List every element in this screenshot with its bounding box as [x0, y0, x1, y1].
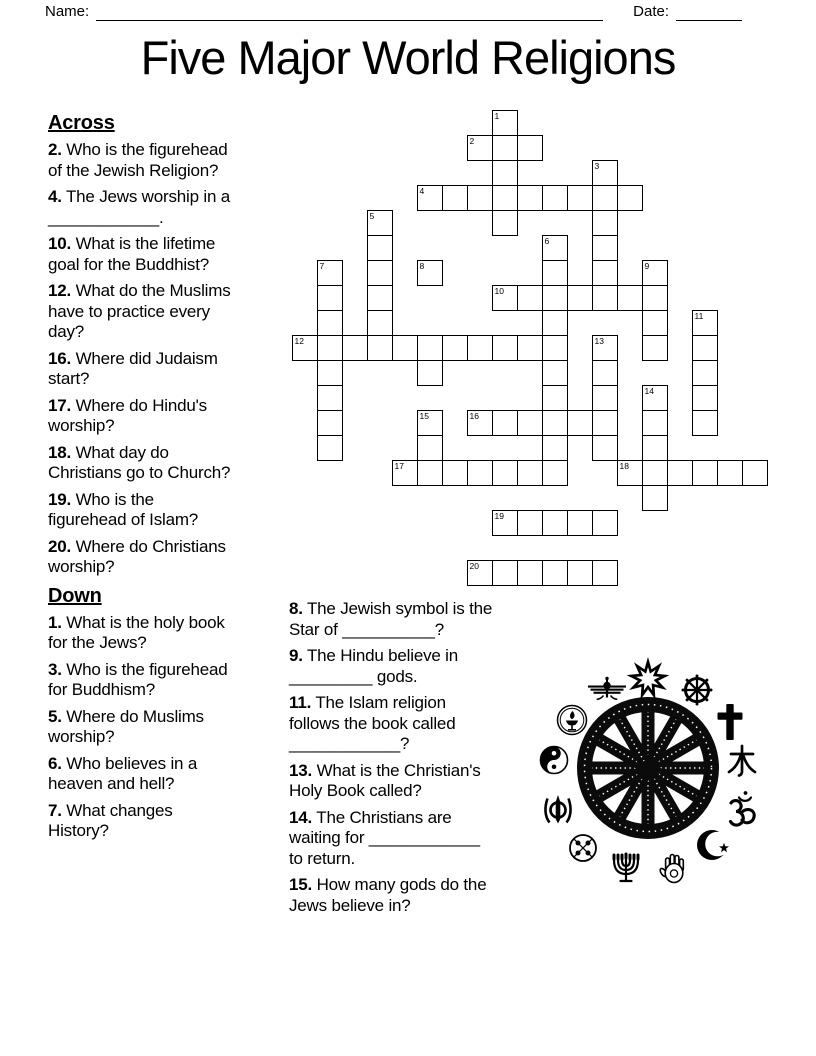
grid-cell[interactable] [367, 260, 393, 286]
grid-cell-number: 19 [494, 511, 504, 521]
grid-cell[interactable] [542, 185, 568, 211]
name-date-row [45, 3, 742, 21]
clue [48, 140, 234, 181]
clue-text: How many gods do the Jews believe in? [289, 875, 487, 915]
grid-cell[interactable] [417, 335, 443, 361]
grid-cell-number: 5 [369, 211, 375, 221]
page-title: Five Major World Religions [140, 31, 676, 84]
grid-cell-number: 11 [694, 311, 704, 321]
grid-cell[interactable] [367, 335, 393, 361]
clue-number: 16. [48, 348, 72, 368]
grid-cell[interactable] [542, 310, 568, 336]
grid-cell[interactable] [367, 285, 393, 311]
grid-cell[interactable] [342, 335, 368, 361]
grid-cell[interactable] [592, 410, 618, 436]
grid-cell[interactable] [542, 360, 568, 386]
clue-number: 2. [48, 140, 62, 159]
grid-cell[interactable] [492, 210, 518, 236]
across-clue-list [48, 140, 234, 578]
clue [48, 754, 234, 795]
grid-cell[interactable] [567, 185, 593, 211]
clue-text: The Jewish symbol is the Star of __________? [289, 599, 493, 639]
clue [289, 808, 494, 870]
grid-cell[interactable] [592, 510, 618, 536]
grid-cell[interactable] [517, 285, 543, 311]
grid-cell[interactable] [442, 185, 468, 211]
date-label: Date: [633, 3, 669, 20]
grid-cell[interactable] [542, 385, 568, 411]
christian-cross-icon [718, 704, 743, 740]
grid-cell[interactable] [492, 135, 518, 161]
grid-cell[interactable] [617, 185, 643, 211]
clue-text: The Jews worship in a ____________. [48, 187, 230, 227]
clue-number: 17. [48, 395, 72, 415]
grid-cell[interactable] [692, 460, 718, 486]
grid-cell[interactable] [517, 185, 543, 211]
grid-cell[interactable] [542, 560, 568, 586]
grid-cell[interactable] [692, 335, 718, 361]
grid-cell[interactable] [592, 185, 618, 211]
grid-cell[interactable] [642, 410, 668, 436]
grid-cell[interactable] [317, 360, 343, 386]
grid-cell[interactable] [417, 435, 443, 461]
om-icon [731, 791, 755, 825]
grid-cell[interactable] [392, 460, 418, 486]
clue [289, 599, 494, 640]
grid-cell[interactable] [317, 260, 343, 286]
grid-cell-number: 17 [394, 461, 404, 471]
name-label: Name: [45, 3, 90, 20]
grid-cell[interactable] [667, 460, 693, 486]
grid-cell[interactable] [567, 510, 593, 536]
clue [289, 693, 494, 755]
grid-cell[interactable] [517, 460, 543, 486]
clue [48, 281, 234, 343]
grid-cell[interactable] [467, 335, 493, 361]
grid-cell[interactable] [617, 285, 643, 311]
clue-text: What is the Christian's Holy Book called? [289, 760, 481, 800]
clue-number: 13. [289, 760, 313, 780]
yin-yang-icon [541, 747, 568, 774]
clue-text: Where do Muslims worship? [48, 706, 204, 746]
grid-cell[interactable] [517, 335, 543, 361]
grid-cell[interactable] [642, 485, 668, 511]
grid-cell[interactable] [492, 335, 518, 361]
grid-cell-number: 14 [644, 386, 654, 396]
grid-cell[interactable] [542, 285, 568, 311]
clue-number: 14. [289, 807, 313, 827]
grid-cell-number: 2 [469, 136, 475, 146]
grid-cell[interactable] [567, 285, 593, 311]
grid-cell[interactable] [717, 460, 743, 486]
grid-cell[interactable] [467, 560, 493, 586]
grid-cell[interactable] [367, 310, 393, 336]
grid-cell[interactable] [592, 335, 618, 361]
grid-cell-number: 12 [294, 336, 304, 346]
jain-hand-icon [659, 855, 683, 883]
grid-cell[interactable] [417, 360, 443, 386]
clue-text: Who believes in a heaven and hell? [48, 753, 198, 793]
grid-cell[interactable] [617, 460, 643, 486]
confucian-character-icon [729, 746, 755, 776]
clue-number: 20. [48, 536, 72, 556]
grid-cell[interactable] [542, 410, 568, 436]
grid-cell-number: 10 [494, 286, 504, 296]
grid-cell[interactable] [567, 560, 593, 586]
clue-text: Where do Christians worship? [48, 536, 226, 576]
grid-cell[interactable] [567, 410, 593, 436]
grid-cell[interactable] [492, 460, 518, 486]
grid-cell[interactable] [442, 460, 468, 486]
grid-cell-number: 18 [619, 461, 629, 471]
clue-text: Where did Judaism start? [48, 348, 218, 388]
grid-cell[interactable] [492, 185, 518, 211]
grid-cell-number: 13 [594, 336, 604, 346]
grid-cell[interactable] [517, 510, 543, 536]
down-clue-list-col2 [289, 599, 494, 916]
clue [48, 707, 234, 748]
clue-text: Who is the figurehead of the Jewish Religion? [48, 140, 228, 180]
grid-cell[interactable] [367, 210, 393, 236]
clue [48, 234, 234, 275]
grid-cell-number: 1 [494, 111, 500, 121]
clue-text: What is the lifetime goal for the Buddhist? [48, 234, 216, 274]
grid-cell-number: 6 [544, 236, 550, 246]
clue [48, 613, 234, 654]
grid-cell[interactable] [592, 210, 618, 236]
grid-cell[interactable] [417, 410, 443, 436]
grid-cell[interactable] [392, 335, 418, 361]
grid-cell[interactable] [517, 560, 543, 586]
clue-number: 8. [289, 599, 303, 618]
star-and-crescent-icon [697, 830, 730, 860]
grid-cell[interactable] [742, 460, 768, 486]
clue-text: Who is the figurehead for Buddhism? [48, 659, 228, 699]
grid-cell[interactable] [642, 310, 668, 336]
clues-left-column [48, 111, 234, 848]
grid-cell[interactable] [467, 410, 493, 436]
grid-cell[interactable] [442, 335, 468, 361]
clue-number: 18. [48, 442, 72, 462]
clue-number: 4. [48, 187, 62, 206]
clue-text: The Islam religion follows the book called ____________? [289, 693, 456, 753]
grid-cell[interactable] [417, 460, 443, 486]
menorah-icon [614, 854, 638, 881]
grid-cell-number: 7 [319, 261, 325, 271]
clue-number: 7. [48, 800, 62, 820]
clues-middle-column [289, 599, 494, 922]
clue-text: The Hindu believe in _________ gods. [289, 646, 458, 686]
clue-text: What changes History? [48, 800, 173, 840]
clue-text: Where do Hindu's worship? [48, 395, 207, 435]
clue [48, 537, 234, 578]
clue [48, 349, 234, 390]
clue-number: 11. [289, 693, 312, 712]
grid-cell-number: 8 [419, 261, 425, 271]
clue [289, 646, 494, 687]
grid-cell-number: 9 [644, 261, 650, 271]
grid-cell-number: 16 [469, 411, 479, 421]
clue-number: 12. [48, 281, 72, 300]
grid-cell[interactable] [692, 310, 718, 336]
clue [48, 660, 234, 701]
grid-cell[interactable] [592, 235, 618, 261]
grid-cell[interactable] [692, 385, 718, 411]
clue [289, 761, 494, 802]
clue-text: What is the holy book for the Jews? [48, 612, 225, 652]
grid-cell[interactable] [642, 460, 668, 486]
medicine-wheel-icon [570, 835, 596, 861]
grid-cell[interactable] [492, 160, 518, 186]
grid-cell-number: 4 [419, 186, 425, 196]
grid-cell[interactable] [542, 510, 568, 536]
clue-text: The Christians are waiting for ____________ to return. [289, 807, 480, 868]
clue-number: 6. [48, 753, 62, 773]
clue [48, 187, 234, 228]
grid-cell[interactable] [642, 385, 668, 411]
khanda-icon [545, 795, 570, 824]
grid-cell[interactable] [592, 160, 618, 186]
grid-cell[interactable] [542, 235, 568, 261]
grid-cell[interactable] [642, 260, 668, 286]
grid-cell[interactable] [317, 310, 343, 336]
date-input-line[interactable] [676, 4, 742, 21]
dharma-wheel-icon [682, 675, 713, 706]
grid-cell[interactable] [542, 260, 568, 286]
clue-text: What do the Muslims have to practice every day? [48, 281, 231, 341]
grid-cell[interactable] [492, 410, 518, 436]
grid-cell[interactable] [367, 235, 393, 261]
grid-cell[interactable] [317, 385, 343, 411]
bahai-star-icon [631, 662, 664, 695]
grid-cell[interactable] [417, 185, 443, 211]
clue [289, 875, 494, 916]
grid-cell[interactable] [517, 410, 543, 436]
grid-cell[interactable] [417, 260, 443, 286]
grid-cell[interactable] [492, 560, 518, 586]
flaming-chalice-icon [558, 706, 587, 735]
grid-cell[interactable] [542, 460, 568, 486]
grid-cell[interactable] [642, 435, 668, 461]
grid-cell[interactable] [467, 135, 493, 161]
grid-cell[interactable] [292, 335, 318, 361]
clue-text: Who is the figurehead of Islam? [48, 489, 199, 529]
grid-cell[interactable] [317, 435, 343, 461]
clue-text: What day do Christians go to Church? [48, 442, 231, 482]
grid-cell[interactable] [317, 335, 343, 361]
clue-number: 10. [48, 234, 72, 253]
down-heading: Down [48, 584, 102, 607]
clue-number: 5. [48, 706, 62, 726]
dharma-wheel-large-icon [585, 705, 712, 832]
clue [48, 443, 234, 484]
grid-cell[interactable] [492, 110, 518, 136]
grid-cell[interactable] [592, 260, 618, 286]
grid-cell[interactable] [517, 135, 543, 161]
grid-cell[interactable] [592, 385, 618, 411]
crossword-grid [292, 110, 769, 587]
grid-cell[interactable] [642, 285, 668, 311]
clue-number: 15. [289, 875, 313, 894]
grid-cell[interactable] [542, 435, 568, 461]
clue [48, 801, 234, 842]
grid-cell[interactable] [317, 410, 343, 436]
clue-number: 3. [48, 659, 62, 679]
world-religions-figure [531, 650, 773, 908]
clue [48, 490, 234, 531]
grid-cell[interactable] [592, 560, 618, 586]
grid-cell[interactable] [592, 360, 618, 386]
clue-number: 9. [289, 646, 303, 665]
clue [48, 396, 234, 437]
grid-cell[interactable] [592, 285, 618, 311]
clue-number: 1. [48, 612, 62, 632]
grid-cell-number: 3 [594, 161, 600, 171]
grid-cell[interactable] [642, 335, 668, 361]
faravahar-icon [588, 677, 626, 700]
down-clue-list-col1 [48, 613, 234, 842]
grid-cell-number: 15 [419, 411, 429, 421]
grid-cell[interactable] [317, 285, 343, 311]
grid-cell[interactable] [467, 185, 493, 211]
grid-cell[interactable] [492, 285, 518, 311]
grid-cell[interactable] [467, 460, 493, 486]
grid-cell[interactable] [692, 360, 718, 386]
grid-cell[interactable] [492, 510, 518, 536]
grid-cell-number: 20 [469, 561, 479, 571]
across-heading: Across [48, 112, 115, 134]
name-input-line[interactable] [96, 4, 603, 21]
grid-cell[interactable] [592, 435, 618, 461]
grid-cell[interactable] [692, 410, 718, 436]
clue-number: 19. [48, 489, 72, 509]
grid-cell[interactable] [542, 335, 568, 361]
